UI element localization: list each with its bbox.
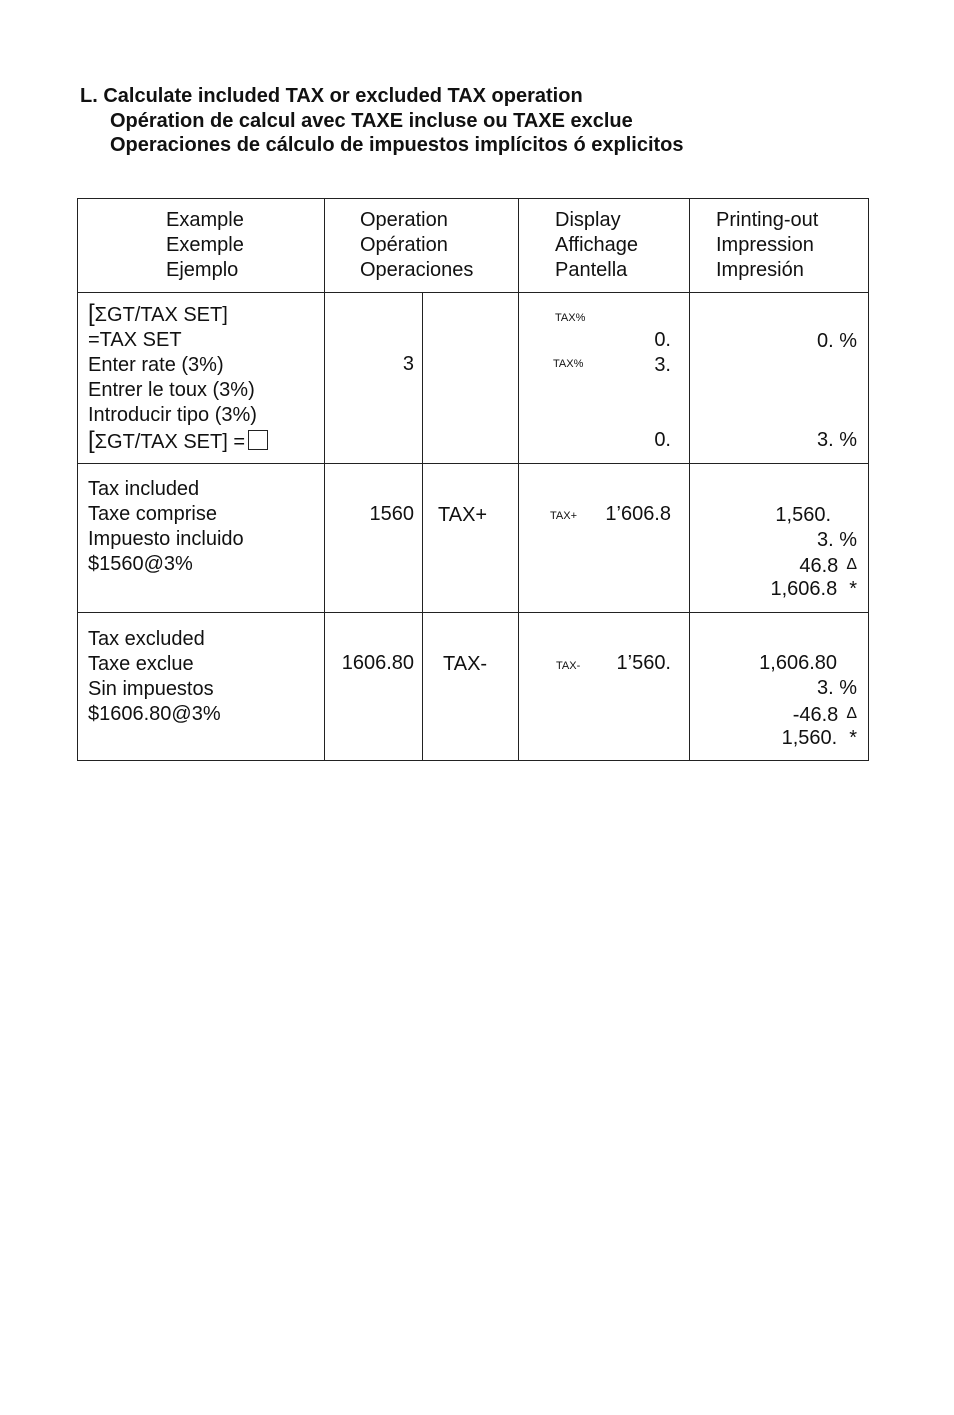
asterisk-icon: * [849, 727, 857, 749]
delta-icon: Δ [846, 556, 857, 573]
row-divider-header [78, 292, 868, 293]
col-divider-example [324, 199, 325, 760]
row1-display-value-1: 0. [654, 329, 671, 351]
row2-print-4: 1,606.8 * [770, 578, 857, 600]
row3-display-value: 1’560. [616, 652, 671, 674]
tax-operation-table [77, 198, 869, 761]
heading-french: Opération de calcul avec TAXE incluse ou TAXE exclue [110, 109, 633, 132]
row1-print-2: 3. % [816, 429, 857, 451]
key-box-icon [248, 430, 268, 450]
row2-op-value: 1560 [369, 503, 414, 525]
section-heading [80, 84, 684, 158]
row2-print-2: 3. % [816, 529, 857, 551]
heading-english: L. Calculate included TAX or excluded TAX operation [80, 85, 583, 107]
row1-display-value-3: 0. [654, 429, 671, 451]
header-printing: Printing-out Impression Impresión [716, 209, 819, 281]
col-divider-operation [518, 199, 519, 760]
row-divider-2 [78, 612, 868, 613]
header-example: Example Exemple Ejemplo [166, 209, 244, 281]
row1-op-value: 3 [402, 353, 414, 375]
row2-example: Tax included Taxe comprise Impuesto incluido $1560@3% [88, 478, 244, 575]
header-display: Display Affichage Pantella [555, 209, 639, 281]
row3-op-key: TAX- [443, 653, 488, 675]
row3-print-3: -46.8 Δ [728, 701, 857, 728]
row1-print-1: 0. % [816, 330, 857, 352]
row1-display-value-2: 3. [654, 354, 671, 376]
row2-display-indicator: TAX+ [550, 510, 578, 522]
row3-print-1: 1,606.80 [759, 652, 837, 674]
row1-example: [ΣGT/TAX SET] =TAX SET Enter rate (3%) Entrer le toux (3%) Introducir tipo (3%) [ΣGT/TAX SET] = [88, 301, 268, 455]
col-divider-display [689, 199, 690, 760]
row2-print-1: 1,560. [775, 504, 831, 526]
row2-print-3: 46.8 Δ [728, 552, 857, 579]
delta-icon: Δ [846, 705, 857, 722]
bracket-glyph: [ [88, 300, 95, 327]
col-divider-operation-split [422, 293, 423, 760]
row3-display-indicator: TAX- [556, 660, 581, 672]
row2-display-value: 1’606.8 [605, 503, 671, 525]
row1-display-indicator-2: TAX% [553, 358, 584, 370]
row-divider-1 [78, 463, 868, 464]
row3-op-value: 1606.80 [341, 652, 414, 674]
row3-print-2: 3. % [816, 677, 857, 699]
row3-print-4: 1,560. * [781, 727, 857, 749]
row2-op-key: TAX+ [438, 504, 488, 526]
row1-display-indicator-1: TAX% [555, 312, 586, 324]
bracket-glyph: [ [88, 427, 95, 454]
header-operation: Operation Opération Operaciones [360, 209, 474, 281]
asterisk-icon: * [849, 578, 857, 600]
row3-example: Tax excluded Taxe exclue Sin impuestos $1606.80@3% [88, 628, 221, 725]
heading-spanish: Operaciones de cálculo de impuestos implícitos ó explicitos [110, 134, 684, 156]
